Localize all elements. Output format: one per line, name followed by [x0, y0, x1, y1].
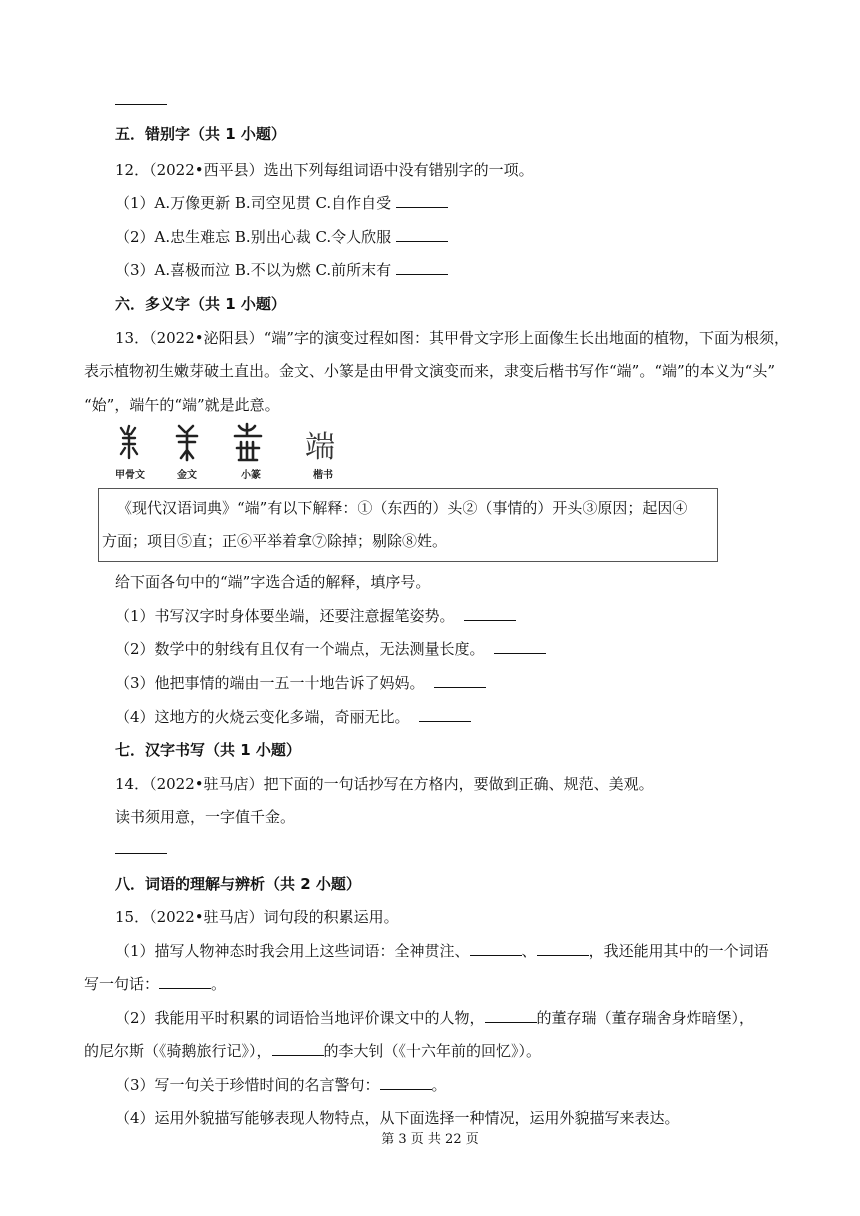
- answer-blank: [396, 227, 448, 242]
- question-13-stem-line-1: 13．（2022•泌阳县）“端”字的演变过程如图：其甲骨文字形上面像生长出地面的植物，下面为根须，: [115, 329, 789, 347]
- dictionary-definition-box: [98, 488, 718, 562]
- question-15-part-1: （1）描写人物神态时我会用上这些词语：全神贯注、 、 ，我还能用其中的一个词语: [115, 942, 769, 960]
- question-15-part-4: （4）运用外貌描写能够表现人物特点，从下面选择一种情况，运用外貌描写来表达。: [115, 1109, 680, 1127]
- definition-line-2: 方面；项目⑤直；正⑥平举着拿⑦除掉；剔除⑧姓。: [102, 532, 448, 550]
- question-14-sentence: 读书须用意，一字值千金。: [115, 808, 296, 826]
- section-heading-7: 七．汉字书写（共 1 小题）: [115, 741, 301, 759]
- section-heading-8: 八．词语的理解与辨析（共 2 小题）: [115, 875, 361, 893]
- answer-blank: [115, 853, 167, 854]
- question-15-part-2-cont: 的尼尔斯（《骑鹅旅行记》）， 的李大钊（《十六年前的回忆》）。: [84, 1042, 542, 1060]
- question-13-item-2: （2）数学中的射线有且仅有一个端点，无法测量长度。: [115, 638, 546, 659]
- answer-blank: [537, 941, 589, 956]
- question-12-item-1: （1）A.万像更新 B.司空见贯 C.自作自受: [115, 192, 448, 213]
- answer-blank: [494, 639, 546, 654]
- answer-blank: [485, 1008, 537, 1023]
- glyph-evolution-figure: [115, 420, 375, 482]
- question-15-part-1-cont: 写一句话： 。: [84, 975, 227, 993]
- question-15-part-3: （3）写一句关于珍惜时间的名言警句： 。: [115, 1076, 447, 1094]
- answer-blank: [396, 193, 448, 208]
- question-13-stem-line-3: “始”，端午的“端”就是此意。: [84, 396, 280, 414]
- answer-blank: [396, 260, 448, 275]
- question-13-instruction: 给下面各句中的“端”字选合适的解释，填序号。: [115, 573, 431, 591]
- glyph-label-kaishu: 楷书: [313, 470, 333, 481]
- glyph-label-xiaozhuan: 小篆: [241, 470, 261, 481]
- question-12-item-2: （2）A.忠生难忘 B.别出心裁 C.令人欣服: [115, 226, 448, 247]
- answer-blank: [159, 974, 211, 989]
- question-13-item-4: （4）这地方的火烧云变化多端，奇丽无比。: [115, 706, 471, 727]
- question-13-item-3: （3）他把事情的端由一五一十地告诉了妈妈。: [115, 672, 486, 693]
- answer-blank: [115, 104, 167, 105]
- glyph-kaishu: 端: [305, 430, 335, 465]
- question-12-stem: 12．（2022•西平县）选出下列每组词语中没有错别字的一项。: [115, 161, 534, 179]
- glyph-label-jiaguwen: 甲骨文: [115, 470, 145, 481]
- definition-line-1: 《现代汉语词典》“端”有以下解释：①（东西的）头②（事情的）开头③原因；起因④: [117, 499, 688, 517]
- ancient-glyphs-image: [115, 420, 375, 466]
- section-heading-6: 六．多义字（共 1 小题）: [115, 295, 286, 313]
- answer-blank: [380, 1075, 432, 1090]
- page-footer: 第 3 页 共 22 页: [381, 1132, 479, 1147]
- question-13-stem-line-2: 表示植物初生嫩芽破土直出。金文、小篆是由甲骨文演变而来，隶变后楷书写作“端”。“端”的本义为“头”: [84, 362, 776, 380]
- question-15-part-2: （2）我能用平时积累的词语恰当地评价课文中的人物， 的董存瑞（董存瑞舍身炸暗堡），: [115, 1009, 755, 1027]
- answer-blank: [470, 941, 522, 956]
- question-13-item-1: （1）书写汉字时身体要坐端，还要注意握笔姿势。: [115, 605, 516, 626]
- answer-blank: [434, 673, 486, 688]
- question-12-item-3: （3）A.喜极而泣 B.不以为燃 C.前所末有: [115, 259, 448, 280]
- answer-blank: [419, 707, 471, 722]
- answer-blank: [464, 606, 516, 621]
- question-15-stem: 15．（2022•驻马店）词句段的积累运用。: [115, 908, 399, 926]
- glyph-label-jinwen: 金文: [177, 470, 197, 481]
- answer-blank: [272, 1041, 324, 1056]
- question-14-stem: 14．（2022•驻马店）把下面的一句话抄写在方格内，要做到正确、规范、美观。: [115, 775, 654, 793]
- section-heading-5: 五．错别字（共 1 小题）: [115, 125, 286, 143]
